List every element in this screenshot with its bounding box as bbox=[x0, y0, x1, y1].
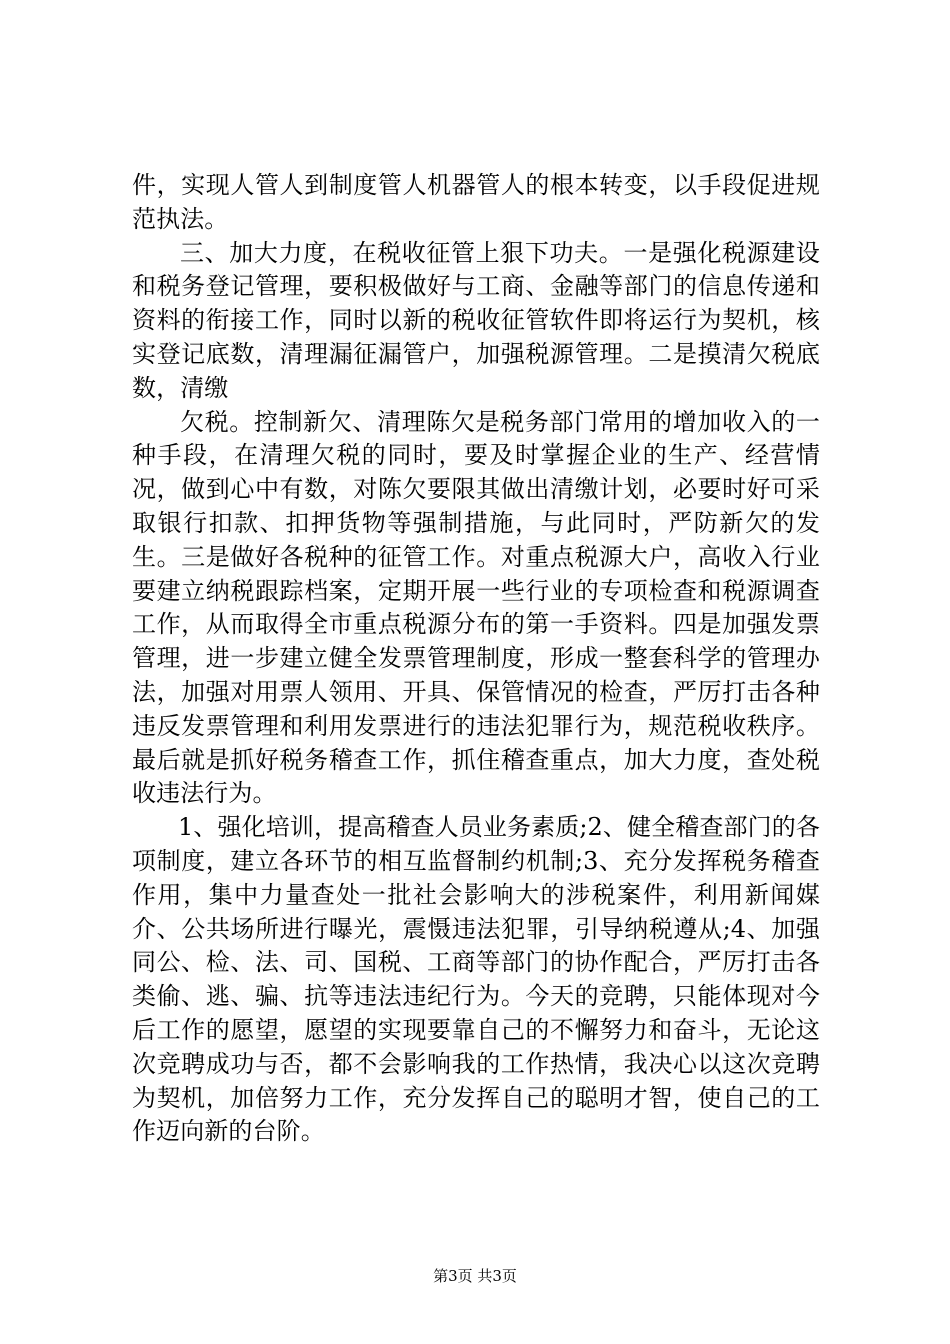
document-body bbox=[132, 169, 820, 1149]
paragraph-section-three: 三、加大力度，在税收征管上狠下功夫。一是强化税源建设和税务登记管理，要积极做好与工商、金融等部门的信息传递和资料的衔接工作，同时以新的税收征管软件即将运行为契机，核实登记底数，清理漏征漏管户，加强税源管理。二是摸清欠税底数，清缴 bbox=[132, 238, 820, 402]
page-number-footer: 第3页 共3页 bbox=[433, 1267, 517, 1285]
paragraph-arrears: 欠税。控制新欠、清理陈欠是税务部门常用的增加收入的一种手段，在清理欠税的同时，要及时掌握企业的生产、经营情况，做到心中有数，对陈欠要限其做出清缴计划，必要时好可采取银行扣款、扣押货物等强制措施，与此同时，严防新欠的发生。三是做好各税种的征管工作。对重点税源大户，高收入行业要建立纳税跟踪档案，定期开展一些行业的专项检查和税源调查工作，从而取得全市重点税源分布的第一手资料。四是加强发票管理，进一步建立健全发票管理制度，形成一整套科学的管理办法，加强对用票人领用、开具、保管情况的检查，严厉打击各种违反发票管理和利用发票进行的违法犯罪行为，规范税收秩序。最后就是抓好税务稽查工作，抓住稽查重点，加大力度，查处税收违法行为。 bbox=[132, 407, 820, 808]
paragraph-measures: 1、强化培训，提高稽查人员业务素质;2、健全稽查部门的各项制度，建立各环节的相互监督制约机制;3、充分发挥税务稽查作用，集中力量查处一批社会影响大的涉税案件，利用新闻媒介、公共场所进行曝光，震慑违法犯罪，引导纳税遵从;4、加强同公、检、法、司、国税、工商等部门的协作配合，严厉打击各类偷、逃、骗、抗等违法违纪行为。今天的竞聘，只能体现对今后工作的愿望，愿望的实现要靠自己的不懈努力和奋斗，无论这次竞聘成功与否，都不会影响我的工作热情，我决心以这次竞聘为契机，加倍努力工作，充分发挥自己的聪明才智，使自己的工作迈向新的台阶。 bbox=[132, 813, 820, 1146]
paragraph-continuation: 件，实现人管人到制度管人机器管人的根本转变，以手段促进规范执法。 bbox=[132, 171, 820, 233]
